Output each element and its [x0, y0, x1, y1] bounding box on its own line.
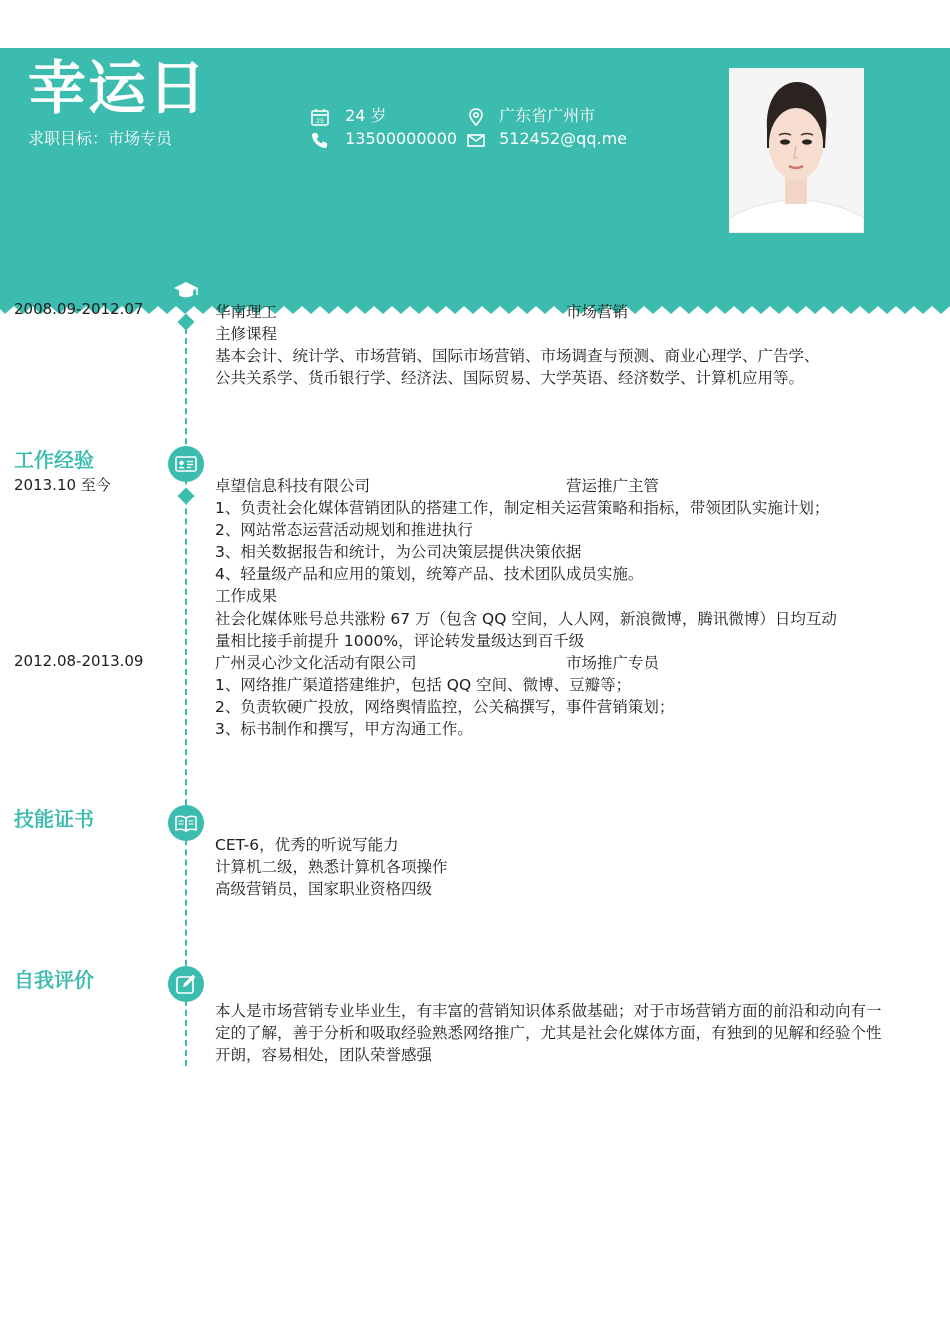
job-2-duty-3: 3、标书制作和撰写，甲方沟通工作。 — [215, 720, 473, 738]
education-course-title: 主修课程 — [215, 325, 278, 343]
education-date: 2008.09-2012.07 — [14, 300, 144, 318]
skill-item-3: 高级营销员，国家职业资格四级 — [215, 880, 433, 898]
skill-item-2: 计算机二级，熟悉计算机各项操作 — [215, 858, 448, 876]
job-2-company: 广州灵心沙文化活动有限公司 — [215, 654, 417, 672]
self-eval-section-title: 自我评价 — [14, 968, 94, 992]
age-info — [310, 106, 387, 127]
location-info — [466, 106, 595, 127]
self-eval-text: 本人是市场营销专业毕业生，有丰富的营销知识体系做基础；对于市场营销方面的前沿和动向有一定的了解，善于分析和吸取经验熟悉网络推广，尤其是社会化媒体方面，有独到的见解和经验个性开朗，容易相处，团队荣誉感强 — [215, 1002, 882, 1064]
graduation-cap-icon — [168, 272, 204, 308]
education-section-marker — [168, 272, 204, 308]
email-text: 512452@qq.me — [499, 129, 627, 148]
calendar-day: 25 — [315, 116, 325, 125]
calendar-icon — [310, 107, 330, 127]
job-2-duty-2: 2、负责软硬广投放，网络舆情监控，公关稿撰写，事件营销策划； — [215, 698, 675, 716]
self-eval-section-marker — [168, 966, 204, 1002]
candidate-name: 幸运日 — [28, 54, 209, 122]
work-timeline-diamond — [178, 488, 195, 505]
education-major: 市场营销 — [566, 303, 629, 321]
phone-info — [310, 129, 457, 150]
job-objective: 求职目标：市场专员 — [28, 129, 173, 148]
job-2-position: 市场推广专员 — [566, 654, 660, 672]
job-1-position: 营运推广主管 — [566, 477, 660, 495]
skill-item-1: CET-6，优秀的听说写能力 — [215, 836, 399, 854]
job-1-date: 2013.10 至今 — [14, 476, 111, 494]
education-school: 华南理工 — [215, 303, 278, 321]
skills-section-marker — [168, 805, 204, 841]
email-info — [466, 129, 627, 150]
location-pin-icon — [466, 107, 486, 127]
work-section-title: 工作经验 — [14, 448, 94, 472]
job-1-result-line-1: 社会化媒体账号总共涨粉 67 万（包含 QQ 空间，人人网，新浪微博，腾讯微博）日均互动 — [215, 610, 837, 628]
job-1-duty-4: 4、轻量级产品和应用的策划，统筹产品、技术团队成员实施。 — [215, 565, 644, 583]
profile-photo — [729, 68, 864, 233]
phone-text: 13500000000 — [345, 129, 458, 148]
age-text: 24 岁 — [345, 106, 387, 125]
work-section-marker — [168, 446, 204, 482]
education-courses-line-1: 基本会计、统计学、市场营销、国际市场营销、市场调查与预测、商业心理学、广告学、 — [215, 347, 820, 365]
job-1-duty-1: 1、负责社会化媒体营销团队的搭建工作，制定相关运营策略和指标，带领团队实施计划； — [215, 499, 830, 517]
job-1-duty-3: 3、相关数据报告和统计，为公司决策层提供决策依据 — [215, 543, 582, 561]
education-courses-line-2: 公共关系学、货币银行学、经济法、国际贸易、大学英语、经济数学、计算机应用等。 — [215, 369, 805, 387]
phone-icon — [310, 130, 330, 150]
id-card-icon — [168, 446, 204, 482]
skills-section-title: 技能证书 — [14, 807, 94, 831]
portrait-illustration — [729, 68, 864, 233]
job-2-duty-1: 1、网络推广渠道搭建维护，包括 QQ 空间、微博、豆瓣等； — [215, 676, 632, 694]
open-book-icon — [168, 805, 204, 841]
job-1-company: 卓望信息科技有限公司 — [215, 477, 371, 495]
location-text: 广东省广州市 — [499, 106, 596, 125]
timeline-line — [185, 318, 187, 1066]
job-1-result-title: 工作成果 — [215, 587, 278, 605]
education-timeline-diamond — [178, 314, 195, 331]
job-2-date: 2012.08-2013.09 — [14, 652, 144, 670]
job-1-duty-2: 2、网站常态运营活动规划和推进执行 — [215, 521, 473, 539]
job-1-result-line-2: 量相比接手前提升 1000%，评论转发量级达到百千级 — [215, 632, 585, 650]
edit-pencil-icon — [168, 966, 204, 1002]
envelope-icon — [466, 130, 486, 150]
